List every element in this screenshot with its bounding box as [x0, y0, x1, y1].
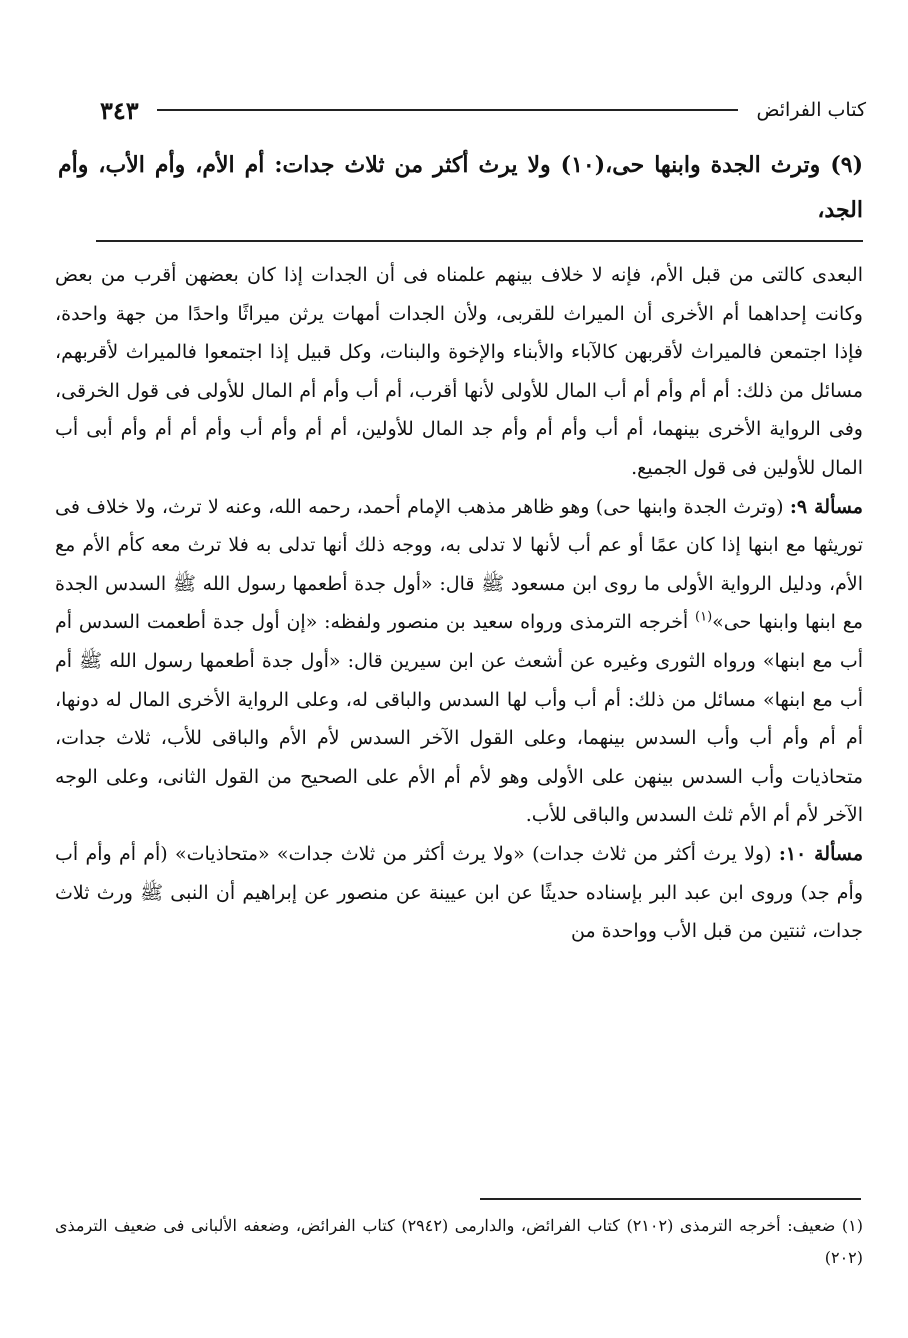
matn-divider [96, 240, 863, 242]
masalah-9-text-b: أخرجه الترمذى ورواه سعيد بن منصور ولفظه: «إن أول جدة أطعمت السدس أم أب مع ابنها» ورواه الثورى وغيره عن أشعث عن ابن سيرين قال: «أول جدة أطعمها رسول الله ﷺ أم أب مع ابنها» مسائل من ذلك: أم أب وأب لها السدس والباقى له، وعلى الرواية الأخرى المال له دونها، أم أم وأم أب وأب السدس بينهما، وعلى القول الآخر السدس لأم الأم والباقى للأب، ثلاث جدات، متحاذيات وأب السدس بينهن على الأولى وهو لأم أم الأم على الصحيح من القول الثانى، وعلى الوجه الآخر لأم أم الأم ثلث السدس والباقى للأب. [55, 611, 863, 827]
masalah-9-text-a: (وترث الجدة وابنها حى) وهو ظاهر مذهب الإمام أحمد، رحمه الله، وعنه لا ترث، ولا خلاف فى توريثها مع ابنها إذا كان عمًا أو عم أب لأنها لا تدلى به، ووجه ذلك أنها تدلى به فلا ترث معه كأم الأم مع الأم، ودليل الرواية الأولى ما روى ابن مسعود ﷺ قال: «أول جدة أطعمها رسول الله ﷺ السدس الجدة مع ابنها وابنها حى» [55, 495, 863, 634]
masalah-10-paragraph [55, 835, 863, 951]
matn-text: (٩) وترث الجدة وابنها حى،(١٠) ولا يرث أكثر من ثلاث جدات: أم الأم، وأم الأب، وأم الجد، [58, 152, 863, 223]
page-number: ٣٤٣ [100, 95, 139, 125]
masalah-10-text: (ولا يرث أكثر من ثلاث جدات) «ولا يرث أكثر من ثلاث جدات» «متحاذيات» (أم أم وأم أب وأم جد) وروى ابن عبد البر بإسناده حديثًا عن ابن عيينة عن منصور عن إبراهيم أن النبى ﷺ ورث ثلاث جدات، ثنتين من قبل الأب وواحدة من [55, 842, 863, 943]
masalah-10-label: مسألة ١٠: [778, 842, 863, 865]
footnote-marker: (١) [695, 610, 713, 626]
footnote-divider [480, 1198, 861, 1200]
footnote: (١) ضعيف: أخرجه الترمذى (٢١٠٢) كتاب الفرائض، والدارمى (٢٩٤٢) كتاب الفرائض، وضعفه الألبانى فى ضعيف الترمذى (٢٠٢) [55, 1216, 864, 1267]
commentary-paragraph: البعدى كالتى من قبل الأم، فإنه لا خلاف بينهم علمناه فى أن الجدات إذا كان بعضهن أقرب من بعض وكانت إحداهما أم الأخرى أن الميراث للقربى، ولأن الجدات أمهات يرثن ميراثًا واحدًا من جهة واحدة، فإذا اجتمعن فالميراث لأقربهن كالآباء والأبناء والإخوة والبنات، وكل قبيل إذا اجتمعوا فالميراث لأقربهم، مسائل من ذلك: أم أم وأم أم أب المال للأولى لأنها أقرب، أم أب وأم أم المال للأولى فى قول الخرقى، وفى الرواية الأخرى بينهما، أم أب وأم أم وأم جد المال للأولين، أم أم وأم أب وأم أم أم وأم أبى أب المال للأولين فى قول الجميع. [55, 264, 863, 479]
masalah-9-label: مسألة ٩: [789, 495, 863, 518]
commentary-body [55, 256, 863, 951]
header-rule [157, 109, 739, 111]
running-header [100, 93, 866, 127]
header-title: كتاب الفرائض [756, 99, 866, 121]
masalah-9-paragraph [55, 488, 863, 835]
